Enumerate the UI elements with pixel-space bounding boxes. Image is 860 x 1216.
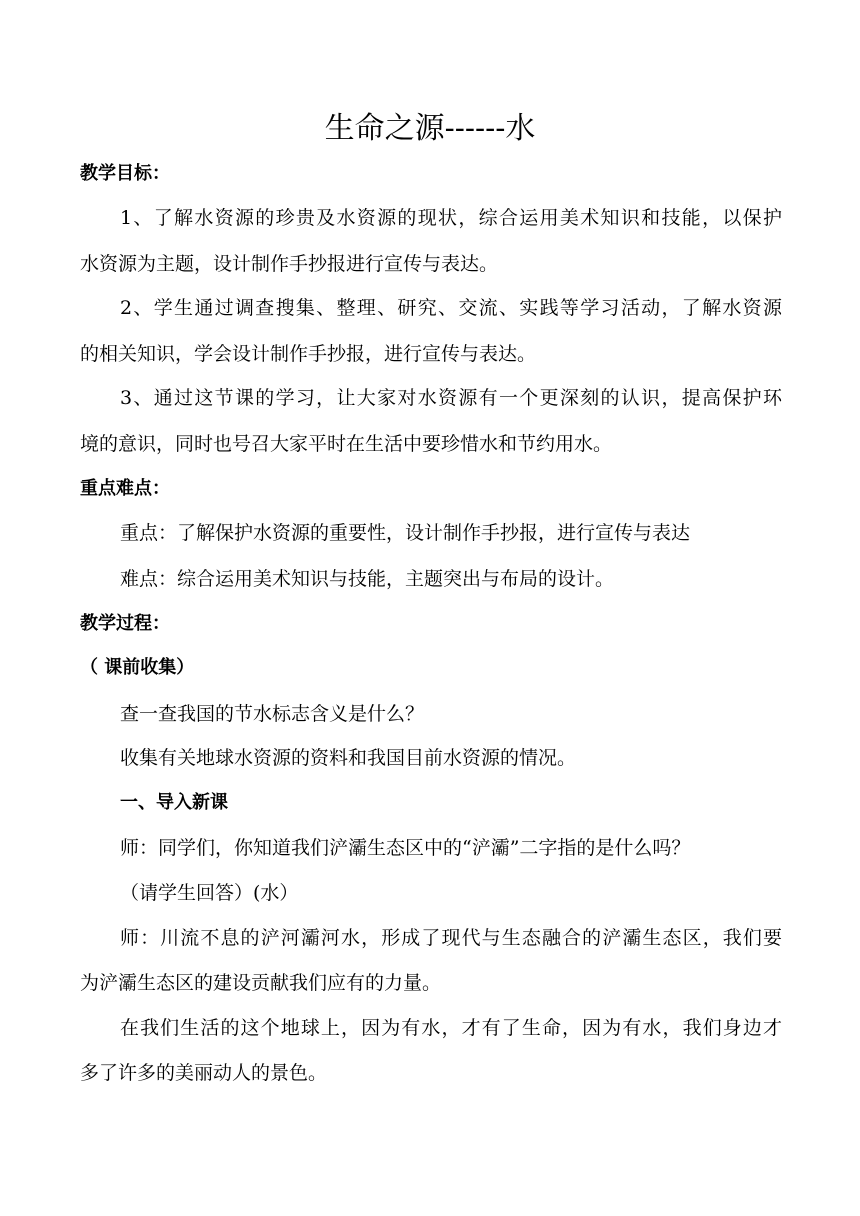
pre-collect-item-1: 查一查我国的节水标志含义是什么？ — [120, 703, 425, 725]
teacher-statement-line-2: 为浐灞生态区的建设贡献我们应有的力量。 — [80, 972, 442, 994]
paragraph-3-line-2: 多了许多的美丽动人的景色。 — [80, 1062, 328, 1084]
objectives-heading: 教学目标： — [80, 163, 170, 184]
objective-3-line-1: 3、通过这节课的学习，让大家对水资源有一个更深刻的认识，提高保护环 — [120, 387, 782, 409]
student-answer: （请学生回答）(水） — [120, 882, 299, 904]
teacher-statement-line-1: 师：川流不息的浐河灞河水，形成了现代与生态融合的浐灞生态区，我们要 — [120, 927, 782, 949]
objective-2-line-1: 2、学生通过调查搜集、整理、研究、交流、实践等学习活动，了解水资源 — [120, 297, 782, 319]
pre-collect-item-2: 收集有关地球水资源的资料和我国目前水资源的情况。 — [120, 747, 577, 769]
objective-3-line-2: 境的意识，同时也号召大家平时在生活中要珍惜水和节约用水。 — [80, 433, 613, 455]
objective-2-line-2: 的相关知识，学会设计制作手抄报，进行宣传与表达。 — [80, 343, 537, 365]
process-heading: 教学过程： — [80, 613, 170, 634]
key-points-heading: 重点难点： — [80, 478, 170, 499]
document-title: 生命之源------水 — [324, 111, 536, 146]
teacher-question: 师：同学们，你知道我们浐灞生态区中的“浐灞”二字指的是什么吗？ — [120, 837, 691, 859]
key-point-text: 重点：了解保护水资源的重要性，设计制作手抄报，进行宣传与表达 — [120, 522, 691, 544]
objective-1-line-2: 水资源为主题，设计制作手抄报进行宣传与表达。 — [80, 253, 499, 275]
pre-collect-heading: （ 课前收集） — [80, 657, 195, 678]
objective-1-line-1: 1、了解水资源的珍贵及水资源的现状，综合运用美术知识和技能，以保护 — [120, 207, 782, 229]
paragraph-3-line-1: 在我们生活的这个地球上，因为有水，才有了生命，因为有水，我们身边才 — [120, 1017, 782, 1039]
difficult-point-text: 难点：综合运用美术知识与技能，主题突出与布局的设计。 — [120, 568, 615, 590]
section-1-heading: 一、导入新课 — [120, 792, 228, 813]
